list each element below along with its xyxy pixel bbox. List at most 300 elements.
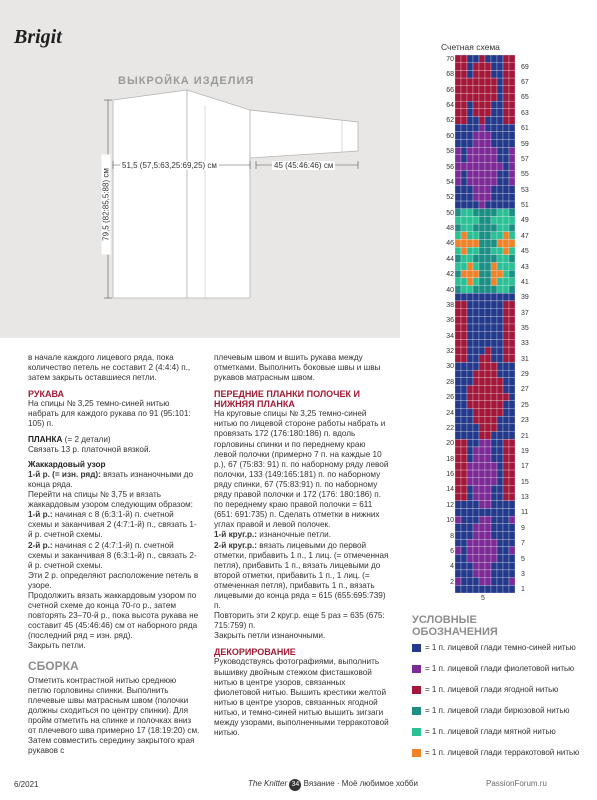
chart-cell <box>491 501 497 509</box>
chart-cell <box>509 147 515 155</box>
chart-cell <box>455 247 461 255</box>
chart-cell <box>455 186 461 194</box>
chart-cell <box>467 286 473 294</box>
chart-cell <box>467 401 473 409</box>
chart-cell <box>491 309 497 317</box>
chart-cell <box>509 424 515 432</box>
chart-cell <box>491 524 497 532</box>
chart-cell <box>467 224 473 232</box>
chart-cell <box>485 140 491 148</box>
chart-cell <box>455 55 461 63</box>
chart-cell <box>479 116 485 124</box>
chart-cell <box>455 170 461 178</box>
chart-cell <box>497 532 503 540</box>
chart-cell <box>497 55 503 63</box>
chart-cell <box>491 132 497 140</box>
chart-cell <box>485 132 491 140</box>
chart-cell <box>479 547 485 555</box>
chart-cell <box>473 332 479 340</box>
chart-cell <box>461 516 467 524</box>
chart-cell <box>485 347 491 355</box>
chart-cell <box>467 539 473 547</box>
chart-cell <box>479 355 485 363</box>
chart-cell <box>473 263 479 271</box>
chart-cell <box>473 532 479 540</box>
chart-cell <box>479 163 485 171</box>
chart-cell <box>467 278 473 286</box>
chart-bottom-number: 5 <box>481 595 485 602</box>
chart-cell <box>503 324 509 332</box>
chart-cell <box>485 239 491 247</box>
chart-cell <box>485 485 491 493</box>
chart-row-number: 51 <box>521 202 529 210</box>
chart-cell <box>455 562 461 570</box>
chart-cell <box>461 140 467 148</box>
knitting-chart <box>455 55 515 593</box>
chart-cell <box>503 116 509 124</box>
chart-cell <box>467 362 473 370</box>
chart-cell <box>497 462 503 470</box>
legend-text: = 1 п. лицевой глади терракотовой нитью <box>425 748 580 757</box>
chart-cell <box>455 78 461 86</box>
chart-row-number: 40 <box>446 286 454 294</box>
chart-row-number: 62 <box>446 117 454 125</box>
chart-cell <box>497 247 503 255</box>
chart-cell <box>479 216 485 224</box>
chart-cell <box>491 209 497 217</box>
chart-cell <box>455 293 461 301</box>
chart-cell <box>467 216 473 224</box>
chart-cell <box>503 339 509 347</box>
legend-swatch <box>412 644 421 652</box>
chart-cell <box>509 585 515 593</box>
chart-cell <box>503 562 509 570</box>
chart-cell <box>485 562 491 570</box>
chart-cell <box>455 532 461 540</box>
chart-cell <box>509 362 515 370</box>
chart-cell <box>485 224 491 232</box>
chart-cell <box>509 524 515 532</box>
chart-cell <box>461 485 467 493</box>
chart-cell <box>467 124 473 132</box>
chart-cell <box>509 109 515 117</box>
chart-cell <box>461 309 467 317</box>
chart-cell <box>467 339 473 347</box>
chart-cell <box>485 516 491 524</box>
chart-cell <box>479 93 485 101</box>
chart-cell <box>455 462 461 470</box>
chart-cell <box>485 339 491 347</box>
col2-intro: плечевым швом и вшить рукава между отметками. Выполнить боковые швы и швы рукавов матрасным швом. <box>214 353 381 383</box>
footer-magazine <box>248 779 418 791</box>
chart-cell <box>455 478 461 486</box>
chart-cell <box>485 163 491 171</box>
chart-cell <box>503 378 509 386</box>
chart-cell <box>479 478 485 486</box>
chart-cell <box>509 493 515 501</box>
chart-cell <box>503 247 509 255</box>
chart-row-number: 48 <box>446 225 454 233</box>
chart-cell <box>455 547 461 555</box>
chart-cell <box>467 532 473 540</box>
chart-cell <box>473 178 479 186</box>
chart-cell <box>467 186 473 194</box>
chart-cell <box>509 539 515 547</box>
chart-row-number: 45 <box>521 248 529 256</box>
chart-cell <box>473 193 479 201</box>
chart-cell <box>467 462 473 470</box>
chart-cell <box>473 355 479 363</box>
chart-cell <box>491 493 497 501</box>
chart-cell <box>455 63 461 71</box>
chart-cell <box>509 278 515 286</box>
chart-cell <box>491 86 497 94</box>
round2-label: 2-й круг.р.: <box>214 540 257 550</box>
chart-cell <box>461 193 467 201</box>
chart-cell <box>503 570 509 578</box>
chart-row-number: 1 <box>521 586 525 594</box>
chart-cell <box>485 216 491 224</box>
chart-cell <box>455 385 461 393</box>
chart-cell <box>461 385 467 393</box>
chart-cell <box>479 293 485 301</box>
chart-cell <box>479 339 485 347</box>
chart-cell <box>461 578 467 586</box>
chart-cell <box>491 455 497 463</box>
chart-cell <box>509 393 515 401</box>
chart-cell <box>467 447 473 455</box>
chart-cell <box>455 201 461 209</box>
chart-cell <box>509 224 515 232</box>
chart-cell <box>473 93 479 101</box>
chart-cell <box>491 224 497 232</box>
chart-cell <box>503 86 509 94</box>
chart-cell <box>485 332 491 340</box>
chart-cell <box>485 124 491 132</box>
chart-row-number: 41 <box>521 278 529 286</box>
chart-cell <box>485 324 491 332</box>
chart-cell <box>455 362 461 370</box>
chart-cell <box>473 55 479 63</box>
chart-cell <box>509 432 515 440</box>
chart-cell <box>491 101 497 109</box>
chart-row-number: 56 <box>446 163 454 171</box>
chart-cell <box>497 163 503 171</box>
chart-cell <box>503 301 509 309</box>
chart-cell <box>473 455 479 463</box>
chart-cell <box>503 263 509 271</box>
chart-cell <box>497 516 503 524</box>
chart-cell <box>455 263 461 271</box>
chart-cell <box>485 432 491 440</box>
chart-cell <box>479 532 485 540</box>
col1-intro: в начале каждого лицевого ряда, пока количество петель не составит 2 (4:4:4) п., затем закрыть оставшиеся петли. <box>28 353 191 383</box>
chart-cell <box>485 355 491 363</box>
chart-cell <box>455 216 461 224</box>
chart-cell <box>467 163 473 171</box>
chart-cell <box>461 347 467 355</box>
chart-row-number: 52 <box>446 194 454 202</box>
chart-cell <box>467 385 473 393</box>
chart-cell <box>497 209 503 217</box>
chart-cell <box>497 416 503 424</box>
chart-cell <box>485 385 491 393</box>
chart-cell <box>479 178 485 186</box>
chart-cell <box>473 362 479 370</box>
chart-cell <box>485 263 491 271</box>
chart-cell <box>497 216 503 224</box>
chart-cell <box>467 155 473 163</box>
chart-row-number: 21 <box>521 432 529 440</box>
chart-cell <box>509 232 515 240</box>
chart-cell <box>509 462 515 470</box>
chart-cell <box>503 416 509 424</box>
chart-cell <box>467 524 473 532</box>
chart-cell <box>509 578 515 586</box>
chart-cell <box>485 201 491 209</box>
chart-cell <box>473 70 479 78</box>
chart-cell <box>467 485 473 493</box>
chart-cell <box>491 263 497 271</box>
chart-cell <box>461 224 467 232</box>
chart-cell <box>467 378 473 386</box>
chart-cell <box>455 116 461 124</box>
chart-cell <box>485 424 491 432</box>
chart-cell <box>491 516 497 524</box>
chart-cell <box>455 224 461 232</box>
jacq-p2-text: начиная с 2 (4:7:1-й) п. счетной схемы и заканчивая 8 (6:3:1-й) п., связать 2-й р. счетной схемы. <box>28 540 197 570</box>
chart-cell <box>455 209 461 217</box>
chart-cell <box>509 324 515 332</box>
chart-cell <box>485 93 491 101</box>
chart-cell <box>467 578 473 586</box>
chart-cell <box>509 186 515 194</box>
chart-row-number: 2 <box>450 578 454 586</box>
chart-cell <box>461 470 467 478</box>
chart-cell <box>491 70 497 78</box>
chart-cell <box>455 124 461 132</box>
chart-cell <box>473 493 479 501</box>
chart-cell <box>461 278 467 286</box>
chart-cell <box>461 201 467 209</box>
chart-cell <box>473 270 479 278</box>
chart-cell <box>497 508 503 516</box>
chart-cell <box>455 140 461 148</box>
chart-row-number: 49 <box>521 217 529 225</box>
chart-cell <box>509 86 515 94</box>
chart-cell <box>479 555 485 563</box>
chart-cell <box>491 485 497 493</box>
chart-cell <box>491 55 497 63</box>
chart-cell <box>497 140 503 148</box>
chart-cell <box>497 86 503 94</box>
chart-cell <box>497 501 503 509</box>
chart-row-number: 20 <box>446 440 454 448</box>
chart-cell <box>497 255 503 263</box>
legend-text: = 1 п. лицевой глади бирюзовой нитью <box>425 706 570 715</box>
chart-cell <box>479 570 485 578</box>
chart-cell <box>455 416 461 424</box>
chart-cell <box>503 424 509 432</box>
chart-cell <box>497 286 503 294</box>
chart-cell <box>497 78 503 86</box>
chart-cell <box>491 508 497 516</box>
chart-cell <box>485 147 491 155</box>
chart-cell <box>485 501 491 509</box>
chart-cell <box>491 186 497 194</box>
round1-text: изнаночные петли. <box>259 530 331 540</box>
chart-cell <box>479 170 485 178</box>
chart-cell <box>461 416 467 424</box>
chart-cell <box>497 178 503 186</box>
chart-cell <box>473 116 479 124</box>
chart-cell <box>509 93 515 101</box>
chart-cell <box>485 316 491 324</box>
chart-cell <box>503 140 509 148</box>
chart-cell <box>467 455 473 463</box>
chart-cell <box>479 432 485 440</box>
chart-cell <box>497 193 503 201</box>
chart-cell <box>479 155 485 163</box>
chart-cell <box>479 539 485 547</box>
chart-cell <box>455 393 461 401</box>
chart-row-number: 68 <box>446 71 454 79</box>
chart-cell <box>503 63 509 71</box>
chart-cell <box>455 86 461 94</box>
chart-cell <box>461 163 467 171</box>
chart-row-number: 29 <box>521 371 529 379</box>
footer-issue: 6/2021 <box>14 780 39 789</box>
chart-cell <box>479 224 485 232</box>
chart-cell <box>467 209 473 217</box>
chart-cell <box>485 209 491 217</box>
chart-cell <box>485 378 491 386</box>
chart-cell <box>473 585 479 593</box>
decoration-text: Руководствуясь фотографиями, выполнить вышивку двойным стежком фисташковой нитью в центре узоров, связанных фиолетовой нитью. Вышить крестики желтой нитью в центре узоров, связанных ягодной нитью, и темно-синей нитью вышить зигзаги между узорами, выполненными терракотовой нитью. <box>214 657 389 738</box>
chart-cell <box>497 485 503 493</box>
chart-cell <box>467 293 473 301</box>
chart-cell <box>461 132 467 140</box>
jacq-p1-label: 1-й р.: <box>28 510 53 520</box>
chart-cell <box>455 255 461 263</box>
round1-label: 1-й круг.р.: <box>214 530 257 540</box>
chart-cell <box>455 455 461 463</box>
chart-cell <box>473 385 479 393</box>
chart-cell <box>485 532 491 540</box>
chart-cell <box>491 232 497 240</box>
chart-cell <box>509 485 515 493</box>
chart-cell <box>467 439 473 447</box>
chart-row-number: 33 <box>521 340 529 348</box>
chart-cell <box>479 270 485 278</box>
column-1 <box>28 353 200 756</box>
chart-cell <box>509 555 515 563</box>
chart-cell <box>491 585 497 593</box>
chart-cell <box>485 409 491 417</box>
chart-cell <box>503 547 509 555</box>
chart-cell <box>497 132 503 140</box>
chart-cell <box>503 370 509 378</box>
chart-cell <box>503 163 509 171</box>
chart-cell <box>461 270 467 278</box>
chart-cell <box>467 255 473 263</box>
chart-cell <box>497 101 503 109</box>
chart-cell <box>485 70 491 78</box>
chart-cell <box>491 124 497 132</box>
chart-cell <box>461 147 467 155</box>
chart-cell <box>473 124 479 132</box>
chart-cell <box>479 462 485 470</box>
chart-row-number: 31 <box>521 355 529 363</box>
chart-cell <box>479 101 485 109</box>
chart-cell <box>473 578 479 586</box>
chart-cell <box>467 63 473 71</box>
chart-row-number: 42 <box>446 271 454 279</box>
chart-cell <box>497 293 503 301</box>
chart-cell <box>485 86 491 94</box>
chart-cell <box>467 170 473 178</box>
chart-cell <box>509 508 515 516</box>
chart-cell <box>491 247 497 255</box>
chart-cell <box>491 255 497 263</box>
chart-cell <box>467 516 473 524</box>
chart-cell <box>491 555 497 563</box>
chart-cell <box>503 278 509 286</box>
chart-cell <box>509 247 515 255</box>
chart-cell <box>461 562 467 570</box>
chart-cell <box>467 501 473 509</box>
chart-row-number: 59 <box>521 140 529 148</box>
chart-cell <box>467 432 473 440</box>
chart-cell <box>467 416 473 424</box>
chart-cell <box>455 585 461 593</box>
chart-row-number: 61 <box>521 125 529 133</box>
chart-cell <box>467 147 473 155</box>
chart-cell <box>455 270 461 278</box>
chart-cell <box>473 324 479 332</box>
chart-cell <box>455 70 461 78</box>
chart-cell <box>473 286 479 294</box>
jacq-r1-text: вязать изнаночными до конца ряда. <box>28 469 194 489</box>
chart-cell <box>461 401 467 409</box>
chart-cell <box>503 239 509 247</box>
chart-cell <box>455 178 461 186</box>
chart-cell <box>461 532 467 540</box>
chart-cell <box>503 201 509 209</box>
chart-cell <box>485 547 491 555</box>
round2-text: вязать лицевыми до первой отметки, прибавить 1 п., 1 лиц. (= отмеченная петля), прибавить 1 п., вязать лицевыми до второй отметки, прибавить 1 п., 1 лиц. (= отмеченная петля), прибавить 1 п., вязать лицевыми до конца ряда = 615 (655:695:739) п. <box>214 540 389 611</box>
chart-cell <box>485 393 491 401</box>
chart-cell <box>485 78 491 86</box>
chart-cell <box>497 362 503 370</box>
chart-cell <box>509 370 515 378</box>
chart-cell <box>485 286 491 294</box>
chart-cell <box>491 355 497 363</box>
chart-cell <box>491 286 497 294</box>
chart-cell <box>503 186 509 194</box>
chart-cell <box>485 401 491 409</box>
chart-row-number: 39 <box>521 294 529 302</box>
chart-cell <box>473 186 479 194</box>
chart-cell <box>479 347 485 355</box>
chart-cell <box>479 470 485 478</box>
chart-cell <box>467 547 473 555</box>
chart-cell <box>473 401 479 409</box>
chart-cell <box>455 424 461 432</box>
chart-cell <box>503 578 509 586</box>
chart-cell <box>485 293 491 301</box>
chart-cell <box>497 493 503 501</box>
